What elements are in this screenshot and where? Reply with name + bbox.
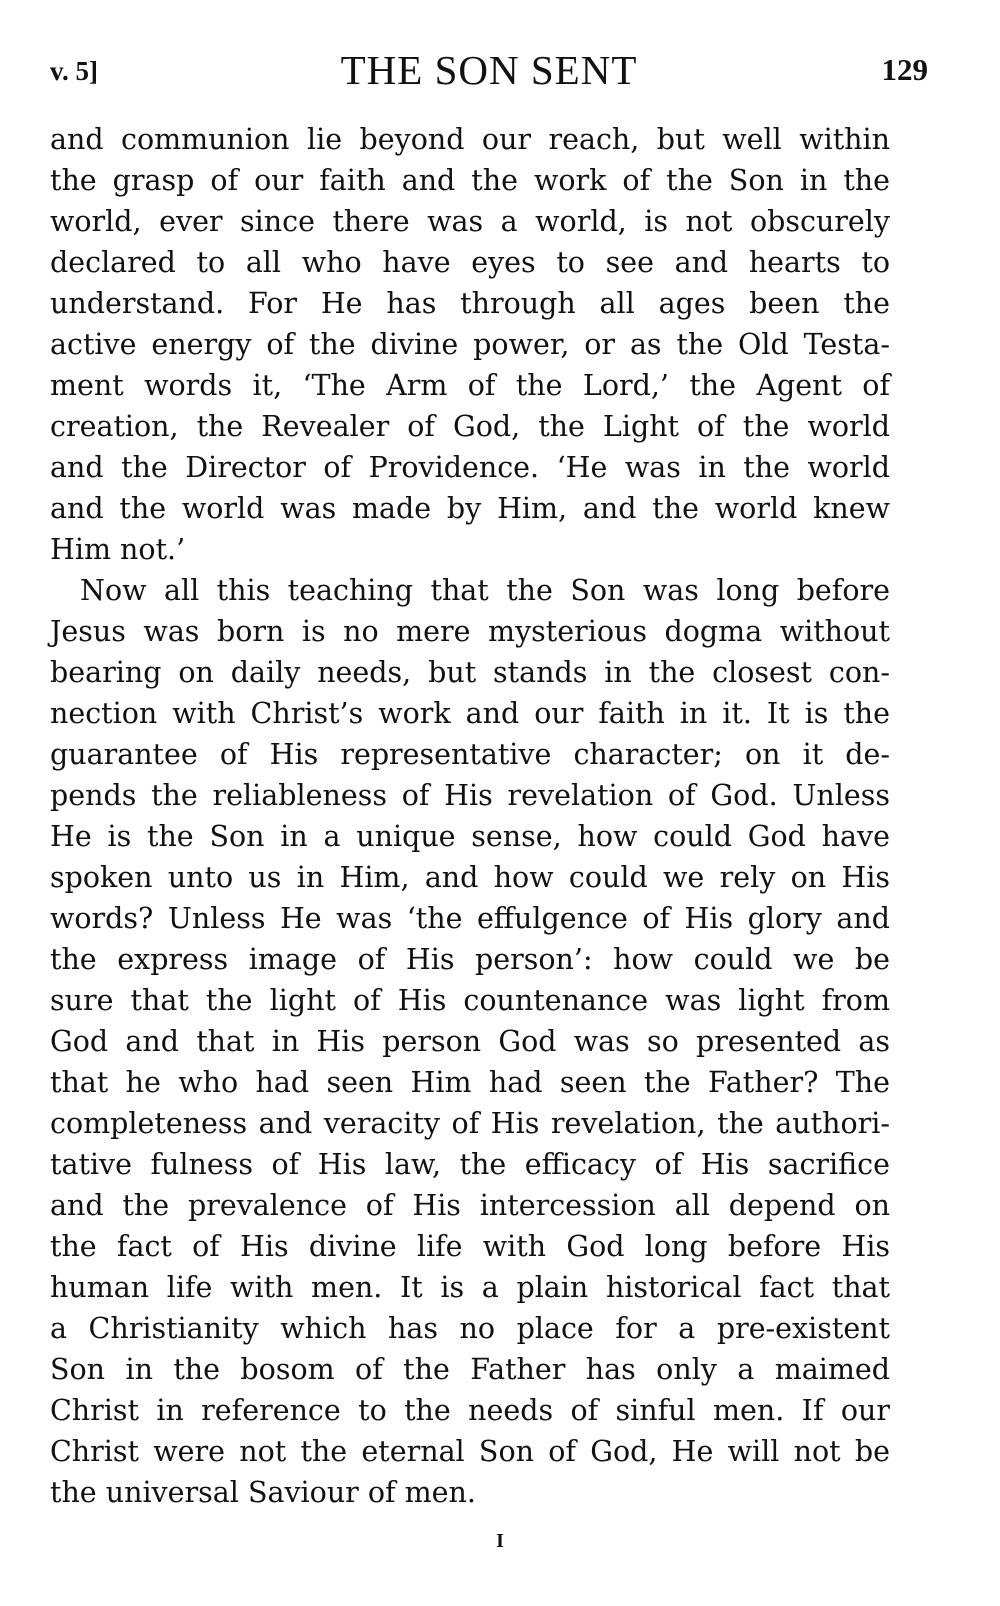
text-line: He is the Son in a unique sense, how could God have	[50, 820, 890, 853]
text-line: Him not.’	[50, 533, 186, 566]
text-line: the grasp of our faith and the work of the Son in the	[50, 164, 890, 197]
text-line: the fact of His divine life with God long before His	[50, 1230, 890, 1263]
signature-mark: I	[496, 1530, 504, 1552]
text-line: completeness and veracity of His revelation, the authori-	[50, 1107, 890, 1140]
text-line: world, ever since there was a world, is not obscurely	[50, 205, 890, 238]
paragraph	[50, 570, 890, 1513]
text-line: the express image of His person’: how could we be	[50, 943, 890, 976]
text-line: and the Director of Providence. ‘He was in the world	[50, 451, 890, 484]
body-text	[50, 119, 890, 1513]
text-line: and the world was made by Him, and the world knew	[50, 492, 890, 525]
text-line: Now all this teaching that the Son was long before	[80, 574, 890, 607]
text-line: spoken unto us in Him, and how could we rely on His	[50, 861, 890, 894]
running-head	[50, 46, 928, 96]
text-line: ment words it, ‘The Arm of the Lord,’ the Agent of	[50, 369, 890, 402]
text-line: bearing on daily needs, but stands in the closest con-	[50, 656, 890, 689]
text-line: the universal Saviour of men.	[50, 1476, 476, 1509]
text-line: and communion lie beyond our reach, but well within	[50, 123, 890, 156]
text-line: sure that the light of His countenance was light from	[50, 984, 890, 1017]
text-line: pends the reliableness of His revelation of God. Unless	[50, 779, 890, 812]
page-number: 129	[881, 52, 928, 87]
text-line: and the prevalence of His intercession all depend on	[50, 1189, 890, 1222]
text-line: understand. For He has through all ages been the	[50, 287, 890, 320]
text-line: creation, the Revealer of God, the Light of the world	[50, 410, 890, 443]
text-line: a Christianity which has no place for a pre-existent	[50, 1312, 890, 1345]
text-line: tative fulness of His law, the efficacy of His sacrifice	[50, 1148, 890, 1181]
text-line: God and that in His person God was so presented as	[50, 1025, 890, 1058]
text-line: nection with Christ’s work and our faith in it. It is the	[50, 697, 890, 730]
text-line: Jesus was born is no mere mysterious dogma without	[50, 615, 890, 648]
verse-reference: v. 5]	[50, 56, 99, 86]
text-line: Son in the bosom of the Father has only a maimed	[50, 1353, 890, 1386]
text-line: that he who had seen Him had seen the Father? The	[50, 1066, 890, 1099]
text-line: Christ were not the eternal Son of God, He will not be	[50, 1435, 890, 1468]
text-line: active energy of the divine power, or as the Old Testa-	[50, 328, 890, 361]
text-line: declared to all who have eyes to see and hearts to	[50, 246, 890, 279]
text-line: words? Unless He was ‘the effulgence of His glory and	[50, 902, 890, 935]
text-line: human life with men. It is a plain historical fact that	[50, 1271, 890, 1304]
text-line: Christ in reference to the needs of sinful men. If our	[50, 1394, 890, 1427]
page-title: THE SON SENT	[340, 47, 638, 93]
text-line: guarantee of His representative character; on it de-	[50, 738, 890, 771]
paragraph	[50, 119, 890, 570]
